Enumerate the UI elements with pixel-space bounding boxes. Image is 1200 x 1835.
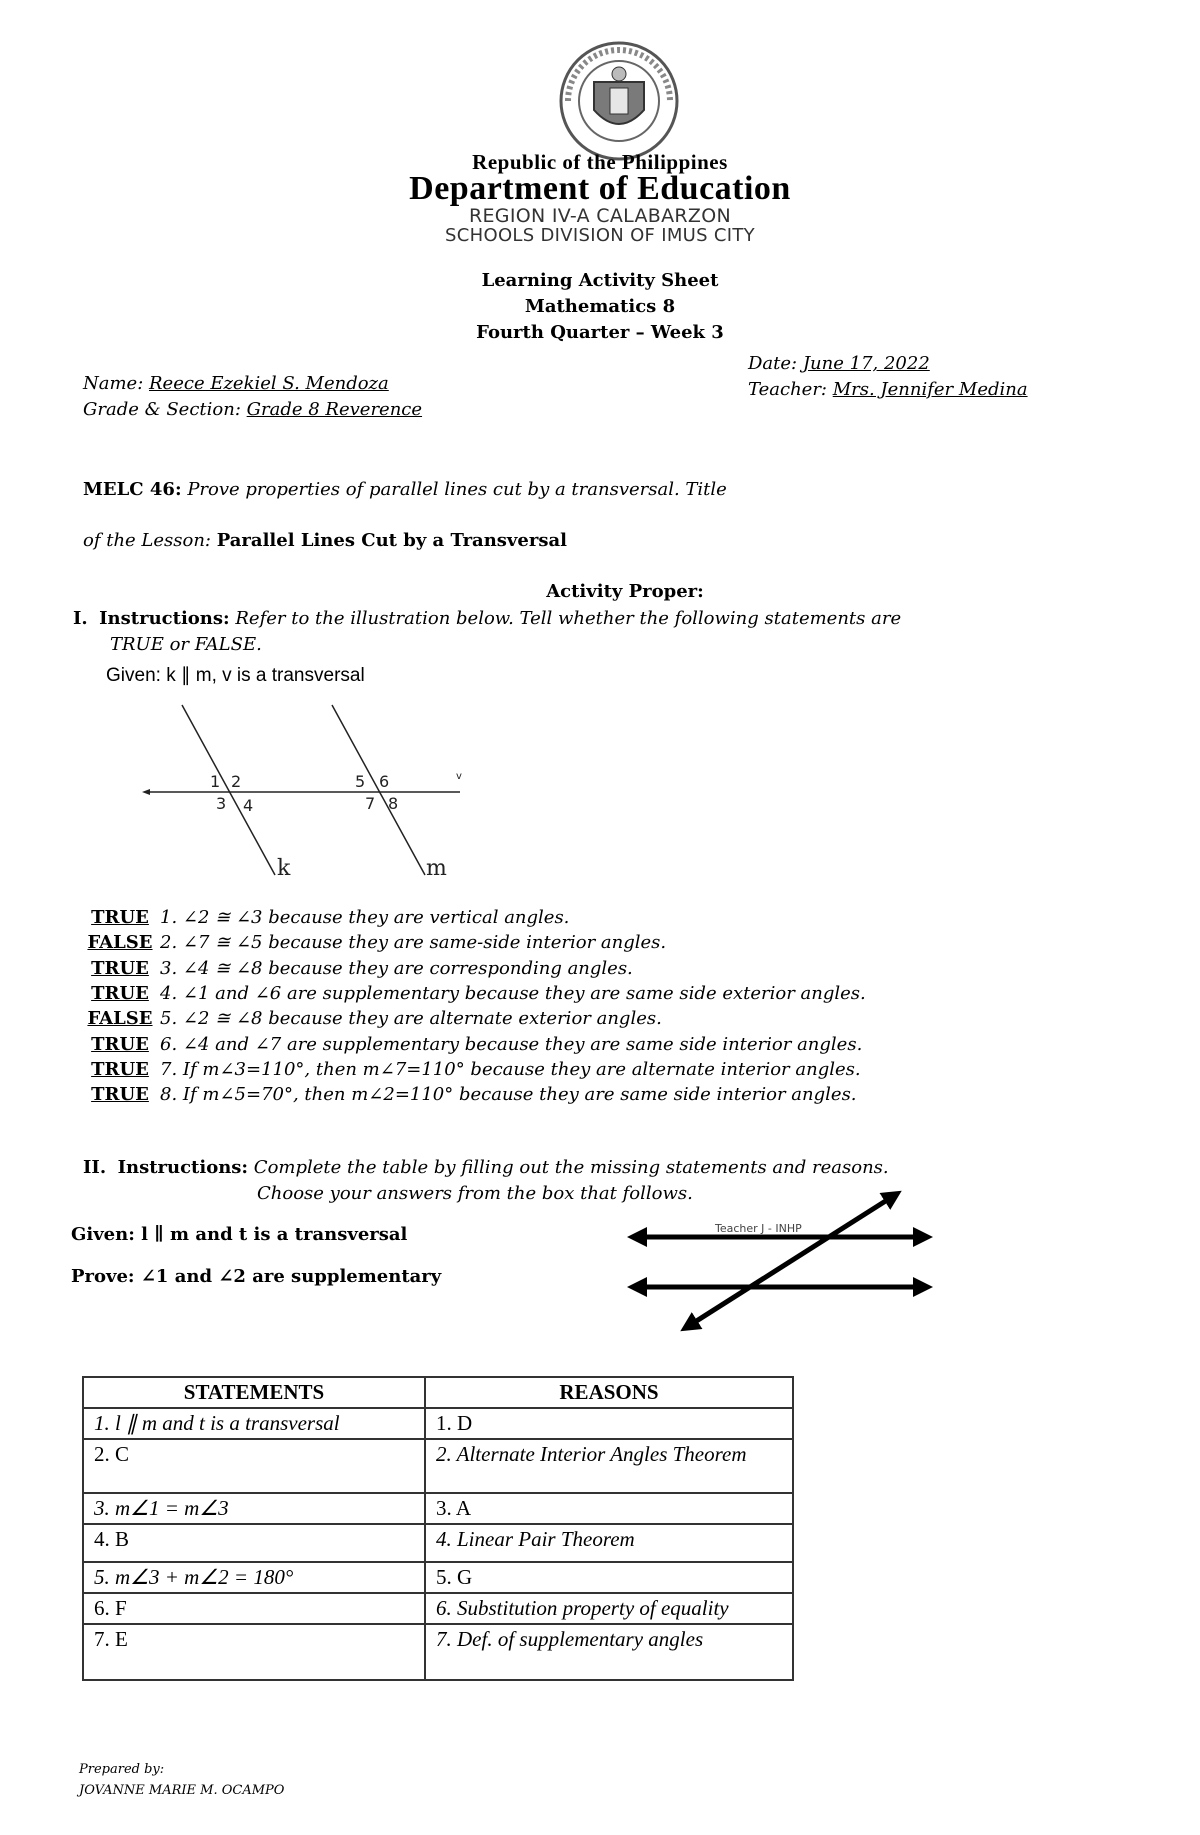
statement-text: 8. If m∠5=70°, then m∠2=110° because they are same side interior angles. [160,1084,857,1105]
part1-label: Instructions: [99,608,230,629]
grade-label: Grade & Section: [83,399,247,420]
grade-value: Grade 8 Reverence [246,399,423,420]
table-header-row [83,1377,793,1408]
subject-title: Mathematics 8 [524,296,676,317]
table-row [83,1408,793,1439]
line-v-label: v [456,771,462,782]
division-heading: SCHOOLS DIVISION OF IMUS CITY [445,225,755,246]
answer: TRUE [91,1034,149,1055]
statement-item [80,907,569,928]
name-value: Reece Ezekiel S. Mendoza [149,373,389,394]
melc-text: Prove properties of parallel lines cut by a transversal. Title [181,479,727,500]
date-value: June 17, 2022 [802,353,930,374]
reason-cell: 7. Def. of supplementary angles [425,1624,793,1680]
melc-label: MELC 46: [83,479,182,500]
region-heading: REGION IV-A CALABARZON [468,205,731,227]
prepared-by-label: Prepared by: [79,1762,165,1777]
part1-text2: TRUE or FALSE. [110,634,262,655]
date-field [748,353,930,374]
statement-item [80,1084,857,1105]
part1-text: Refer to the illustration below. Tell whether the following statements are [229,608,902,629]
two-column-proof-table [82,1376,794,1681]
diagram-watermark: Teacher J - INHP [715,1222,802,1235]
statement-cell: 4. B [83,1524,425,1562]
table-row [83,1562,793,1593]
angle-label-2: 2 [231,772,242,791]
statement-text: 2. ∠7 ≅ ∠5 because they are same-side interior angles. [160,932,667,953]
given-statement-2: Given: l ∥ m and t is a transversal [71,1224,408,1245]
transversal-diagram [625,1185,945,1340]
statement-cell: 3. m∠1 = m∠3 [83,1493,425,1524]
melc-line [83,479,727,500]
statement-cell: 5. m∠3 + m∠2 = 180° [83,1562,425,1593]
preparer-name: JOVANNE MARIE M. OCAMPO [79,1783,285,1798]
angle-label-7: 7 [365,794,376,813]
teacher-field [748,379,1028,400]
statement-item [80,1034,862,1055]
student-name [83,373,389,394]
table-row [83,1624,793,1680]
statements-header: STATEMENTS [83,1377,425,1408]
statement-cell: 7. E [83,1624,425,1680]
line-k-label: k [277,856,291,880]
part2-instructions [83,1157,889,1178]
statement-text: 6. ∠4 and ∠7 are supplementary because they are same side interior angles. [160,1034,863,1055]
angle-label-1: 1 [210,772,221,791]
teacher-value: Mrs. Jennifer Medina [832,379,1028,400]
statement-item [80,932,666,953]
answer: FALSE [87,932,153,953]
teacher-label: Teacher: [748,379,833,400]
statement-text: 4. ∠1 and ∠6 are supplementary because they are same side exterior angles. [160,983,866,1004]
quarter-title: Fourth Quarter – Week 3 [476,322,724,343]
line-m-label: m [426,856,447,880]
angle-label-3: 3 [216,794,227,813]
answer: TRUE [91,1059,149,1080]
line-t [687,1195,895,1327]
reason-cell: 6. Substitution property of equality [425,1593,793,1624]
reasons-header: REASONS [425,1377,793,1408]
statement-text: 5. ∠2 ≅ ∠8 because they are alternate exterior angles. [160,1008,662,1029]
part2-text2: Choose your answers from the box that follows. [257,1183,693,1204]
line-k [182,705,275,875]
angle-label-5: 5 [355,772,366,791]
table-row [83,1493,793,1524]
date-label: Date: [748,353,803,374]
reason-cell: 1. D [425,1408,793,1439]
statement-text: 7. If m∠3=110°, then m∠7=110° because they are alternate interior angles. [160,1059,861,1080]
statement-item [80,1008,662,1029]
given-statement-1: Given: k ∥ m, v is a transversal [106,665,365,686]
arrow-head-left [142,789,150,795]
table-row [83,1524,793,1562]
statement-cell: 2. C [83,1439,425,1493]
lesson-label: of the Lesson: [83,530,217,551]
reason-cell: 3. A [425,1493,793,1524]
part2-num: II. [83,1157,107,1178]
answer: FALSE [87,1008,153,1029]
part2-label: Instructions: [117,1157,249,1178]
statement-item [80,983,866,1004]
lesson-title: Parallel Lines Cut by a Transversal [216,530,567,551]
sheet-title: Learning Activity Sheet [481,270,719,291]
angle-label-8: 8 [388,794,399,813]
answer: TRUE [91,907,149,928]
department-heading: Department of Education [409,170,791,207]
reason-cell: 5. G [425,1562,793,1593]
angle-label-4: 4 [243,796,254,815]
part1-instructions [73,606,1073,658]
reason-cell: 2. Alternate Interior Angles Theorem [425,1439,793,1493]
statement-item [80,1059,861,1080]
answer: TRUE [91,958,149,979]
reason-cell: 4. Linear Pair Theorem [425,1524,793,1562]
parallel-lines-diagram [130,695,480,880]
prove-statement: Prove: ∠1 and ∠2 are supplementary [71,1266,442,1287]
table-row [83,1593,793,1624]
part1-num: I. [73,608,88,629]
lesson-title-line [83,530,567,551]
grade-section [83,399,422,420]
statement-cell: 6. F [83,1593,425,1624]
angle-label-6: 6 [379,772,390,791]
deped-seal-logo [558,40,680,162]
answer: TRUE [91,1084,149,1105]
part2-text: Complete the table by filling out the missing statements and reasons. [248,1157,889,1178]
table-row [83,1439,793,1493]
statement-text: 3. ∠4 ≅ ∠8 because they are corresponding angles. [160,958,633,979]
statement-text: 1. ∠2 ≅ ∠3 because they are vertical angles. [160,907,570,928]
statement-item [80,958,633,979]
republic-heading: Republic of the Philippines [472,150,728,174]
answer: TRUE [91,983,149,1004]
activity-heading: Activity Proper: [546,581,704,602]
name-label: Name: [83,373,149,394]
statement-cell: 1. l ∥ m and t is a transversal [83,1408,425,1439]
